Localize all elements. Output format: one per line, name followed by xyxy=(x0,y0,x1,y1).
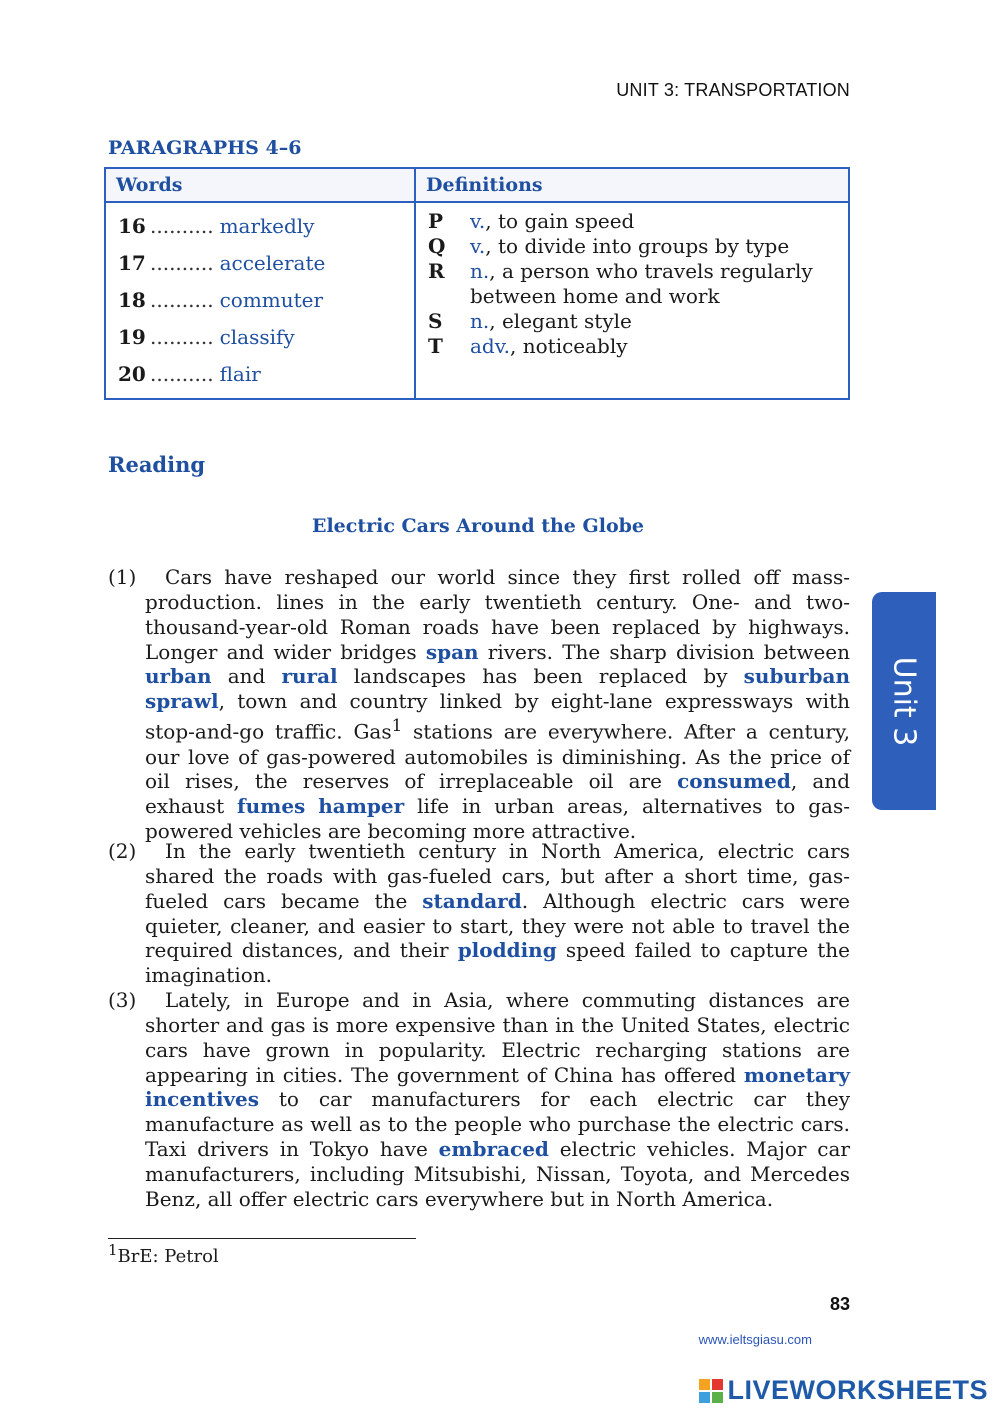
paragraph-number: (2) xyxy=(108,839,137,863)
word-row xyxy=(118,244,404,281)
key-term: urban xyxy=(145,664,212,689)
text-run: life in urban areas, alternatives to gas-powered vehicles are becoming more attractive. xyxy=(145,794,850,844)
brand-name: LIVEWORKSHEETS xyxy=(727,1375,988,1405)
key-term: monetary incentives xyxy=(145,1062,850,1112)
definition-letter: S xyxy=(428,309,443,333)
vocab-word: classify xyxy=(219,324,295,349)
word-row xyxy=(118,207,404,244)
definition-text: , to divide into groups by type xyxy=(485,234,790,258)
definitions-column xyxy=(415,202,849,399)
text-run: , and exhaust xyxy=(145,769,850,819)
part-of-speech: n. xyxy=(470,309,490,333)
word-number: 19 xyxy=(118,324,146,349)
definition-text: , to gain speed xyxy=(485,209,635,233)
footnote xyxy=(108,1241,219,1267)
vocab-word: markedly xyxy=(219,213,315,238)
text-run: , town and country linked by eight-lane expressways with stop-and-go traffic. Gas xyxy=(145,689,850,744)
key-term: embraced xyxy=(438,1137,549,1162)
definitions-header: Definitions xyxy=(415,168,849,202)
text-run: rivers. The sharp division between xyxy=(478,639,850,664)
key-term: hamper xyxy=(318,794,405,819)
article-title: Electric Cars Around the Globe xyxy=(311,515,645,537)
definition-letter: P xyxy=(428,209,444,233)
key-term: suburban sprawl xyxy=(145,664,850,714)
answer-blank[interactable]: .......... xyxy=(150,324,214,349)
definition-row xyxy=(428,209,838,234)
word-number: 17 xyxy=(118,250,146,275)
paragraph-3 xyxy=(108,988,850,1212)
key-term: consumed xyxy=(677,769,791,794)
definition-text: , a person who travels regularly between home and work xyxy=(470,259,813,308)
paragraph-text xyxy=(145,988,850,1212)
key-term: rural xyxy=(281,664,338,689)
key-term: fumes xyxy=(237,794,306,819)
definition-letter: R xyxy=(428,259,445,283)
footnote-ref: 1 xyxy=(391,716,403,736)
key-term: standard xyxy=(422,888,522,913)
word-row xyxy=(118,318,404,355)
paragraph-number: (1) xyxy=(108,565,137,589)
definition-text: , elegant style xyxy=(489,309,632,333)
unit-tab-label: Unit 3 xyxy=(886,656,922,746)
definition-text: , noticeably xyxy=(510,334,628,358)
word-number: 16 xyxy=(118,213,146,238)
part-of-speech: v. xyxy=(470,209,486,233)
answer-blank[interactable]: .......... xyxy=(150,213,214,238)
definition-row xyxy=(428,309,838,334)
word-row xyxy=(118,355,404,392)
page-number: 83 xyxy=(829,1294,850,1314)
website-link[interactable]: www.ieltsgiasu.com xyxy=(698,1332,812,1347)
footnote-text: BrE: Petrol xyxy=(117,1246,219,1267)
key-term: plodding xyxy=(457,938,557,963)
text-run xyxy=(305,794,318,818)
part-of-speech: n. xyxy=(470,259,490,283)
footnote-marker: 1 xyxy=(108,1241,118,1259)
reading-heading: Reading xyxy=(108,452,206,477)
definition-row xyxy=(428,234,838,259)
brand-logo[interactable] xyxy=(699,1375,988,1406)
part-of-speech: adv. xyxy=(470,334,511,358)
words-column xyxy=(105,202,415,399)
part-of-speech: v. xyxy=(470,234,486,258)
word-row xyxy=(118,281,404,318)
text-run: and xyxy=(211,664,282,689)
unit-side-tab xyxy=(872,592,936,810)
answer-blank[interactable]: .......... xyxy=(150,250,214,275)
key-term: span xyxy=(425,639,479,664)
paragraph-1 xyxy=(108,565,850,844)
vocab-word: accelerate xyxy=(219,250,326,275)
definition-letter: Q xyxy=(428,234,446,258)
text-run: In the early twentieth century in North America, electric cars shared the roads with gas-fueled cars, but after a short time, gas-fueled cars became the xyxy=(145,839,850,913)
answer-blank[interactable]: .......... xyxy=(150,361,214,386)
word-number: 20 xyxy=(118,361,146,386)
definition-row xyxy=(428,334,838,359)
text-run: speed failed to capture the imagination. xyxy=(145,938,850,988)
word-number: 18 xyxy=(118,287,146,312)
vocab-table xyxy=(104,167,850,400)
words-header: Words xyxy=(105,168,415,202)
paragraph-text xyxy=(145,565,850,844)
text-run: to car manufacturers for each electric car they manufacture as well as to the people who purchase the electric cars. Taxi drivers in Tokyo have xyxy=(145,1087,850,1162)
text-run: landscapes has been replaced by xyxy=(337,664,744,689)
definition-row xyxy=(428,259,838,309)
paragraph-text xyxy=(145,839,850,988)
text-run: electric vehicles. Major car manufacturers, including Mitsubishi, Nissan, Toyota, and Mercedes Benz, all offer electric cars everywhere but in North America. xyxy=(145,1137,850,1211)
footnote-divider xyxy=(108,1238,416,1239)
liveworksheets-logo-icon xyxy=(699,1379,723,1403)
paragraph-number: (3) xyxy=(108,988,137,1012)
vocab-word: commuter xyxy=(219,287,324,312)
answer-blank[interactable]: .......... xyxy=(150,287,214,312)
text-run: . Although electric cars were quieter, cleaner, and easier to start, they were not able to travel the required distances, and their xyxy=(145,888,850,963)
text-run: Lately, in Europe and in Asia, where commuting distances are shorter and gas is more expensive than in the United States, electric cars have grown in popularity. Electric recharging stations are appearing in cities. The government of China has offered xyxy=(145,988,850,1087)
text-run: Cars have reshaped our world since they first rolled off mass-production. lines in the early twentieth century. One- and two-thousand-year-old Roman roads have been replaced by highways. Longer and wider bridges xyxy=(145,565,850,664)
page-header: UNIT 3: TRANSPORTATION xyxy=(616,80,850,100)
text-run: stations are everywhere. After a century, our love of gas-powered automobiles is diminishing. As the price of oil rises, the reserves of irreplaceable oil are xyxy=(145,719,850,794)
paragraph-2 xyxy=(108,839,850,988)
vocab-word: flair xyxy=(219,361,261,386)
definition-letter: T xyxy=(428,334,443,358)
vocab-section-title: PARAGRAPHS 4–6 xyxy=(108,137,302,159)
